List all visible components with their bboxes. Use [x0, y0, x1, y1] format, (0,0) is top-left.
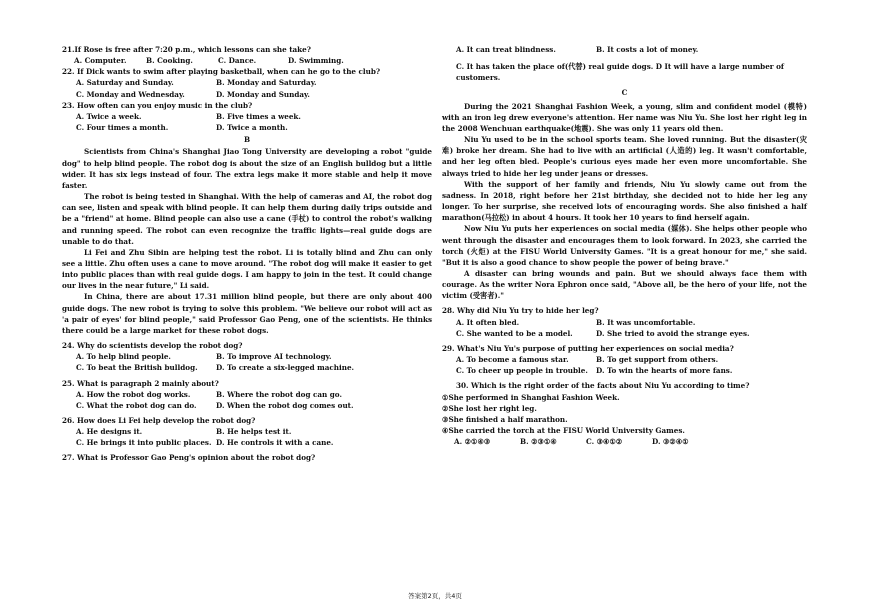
option-24-c: C. To beat the British bulldog. — [76, 363, 198, 373]
options-21 — [74, 55, 432, 66]
option-26-b: B. He helps test it. — [216, 427, 292, 437]
question-28: 28. Why did Niu Yu try to hide her leg? — [442, 306, 599, 316]
option-30-b: B. ②③①④ — [520, 437, 557, 447]
option-22-c: C. Monday and Wednesday. — [76, 89, 185, 99]
passage-b-paragraph-1: Scientists from China's Shanghai Jiao Tong University are developing a robot "guide dog" to help blind people. The robot dog is about the size of an English bulldog but a little wider. It has six legs instead of four. The extra legs make it more stable and help it move faster. — [62, 147, 432, 190]
option-22-a: A. Saturday and Sunday. — [76, 78, 174, 88]
option-28-d: D. She tried to avoid the strange eyes. — [596, 328, 750, 338]
question-29: 29. What's Niu Yu's purpose of putting her experiences on social media? — [442, 343, 734, 353]
option-28-b: B. It was uncomfortable. — [596, 317, 696, 327]
option-21-d: D. Swimming. — [288, 56, 344, 66]
question-22: 22. If Dick wants to swim after playing basketball, when can he go to the club? — [62, 67, 381, 77]
options-26 — [76, 426, 432, 448]
option-22-b: B. Monday and Saturday. — [216, 78, 317, 88]
options-29 — [456, 354, 807, 376]
option-24-a: A. To help blind people. — [76, 352, 171, 362]
options-30 — [454, 436, 807, 447]
option-29-b: B. To get support from others. — [596, 355, 719, 365]
option-23-b: B. Five times a week. — [216, 111, 301, 121]
fact-4: ④She carried the torch at the FISU World University Games. — [442, 426, 685, 435]
fact-2: ②She lost her right leg. — [442, 403, 537, 413]
section-b-heading: B — [243, 135, 251, 145]
option-29-a: A. To become a famous star. — [456, 355, 569, 365]
option-29-d: D. To win the hearts of more fans. — [596, 366, 733, 376]
option-30-c: C. ③④①② — [586, 437, 623, 447]
option-25-d: D. When the robot dog comes out. — [216, 400, 354, 410]
right-column — [442, 44, 807, 447]
option-26-d: D. He controls it with a cane. — [216, 438, 334, 448]
option-22-d: D. Monday and Sunday. — [216, 89, 310, 99]
option-30-a: A. ②①④③ — [454, 437, 491, 447]
passage-c-paragraph-1: During the 2021 Shanghai Fashion Week, a young, slim and confident model (模特) with an iron leg drew everyone's attention. Her name was Niu Yu. She lost her right leg in the 2008 Wenchuan earthquake(地震). She was only 11 years old then. — [442, 101, 807, 133]
options-25 — [76, 389, 432, 411]
options-24 — [76, 351, 432, 373]
option-25-b: B. Where the robot dog can go. — [216, 389, 342, 399]
options-23 — [76, 111, 432, 133]
option-29-c: C. To cheer up people in trouble. — [456, 366, 588, 376]
option-21-c: C. Dance. — [218, 56, 257, 66]
option-25-a: A. How the robot dog works. — [76, 389, 191, 399]
options-22 — [76, 77, 432, 99]
option-27-a: A. It can treat blindness. — [456, 45, 556, 54]
question-24: 24. Why do scientists develop the robot dog? — [62, 341, 243, 351]
question-26: 26. How does Li Fei help develop the robot dog? — [62, 416, 256, 425]
fact-1: ①She performed in Shanghai Fashion Week. — [442, 392, 620, 402]
option-21-b: B. Cooking. — [146, 56, 193, 66]
passage-c-paragraph-4: Now Niu Yu puts her experiences on social media (媒体). She helps other people who went through the disaster and encourages them to look forward. In 2023, she carried the torch (火炬) at the FISU World University Games. "It is a great honour for me," she said. "But it is also a good chance to show people the power of being brave." — [442, 224, 807, 267]
question-23: 23. How often can you enjoy music in the club? — [62, 100, 253, 110]
options-28 — [456, 317, 807, 339]
option-24-b: B. To improve AI technology. — [216, 352, 332, 362]
option-23-c: C. Four times a month. — [76, 123, 169, 133]
option-27-b: B. It costs a lot of money. — [596, 45, 699, 54]
option-24-d: D. To create a six-legged machine. — [216, 363, 355, 373]
passage-b-paragraph-4: In China, there are about 17.31 million blind people, but there are only about 400 guide dogs. The new robot is trying to solve this problem. "We believe our robot will act as 'a pair of eyes' for blind people," said Professor Gao Peng, one of the scientists. He thinks there could be a large market for these robot dogs. — [62, 292, 432, 335]
option-28-c: C. She wanted to be a model. — [456, 328, 573, 338]
passage-c-paragraph-3: With the support of her family and friends, Niu Yu slowly came out from the sadness. In 2018, right before her 21st birthday, she decided not to hide her leg any longer. To her surprise, she received lots of encouraging words. She also finished a half marathon(马拉松) in about 4 hours. It took her 10 years to find herself again. — [442, 179, 807, 223]
passage-b-paragraph-3: Li Fei and Zhu Sibin are helping test the robot. Li is totally blind and Zhu can only see a little. Zhu often uses a cane to move around. "The robot dog will make it easier to get into public places than with real guide dogs. I am happy to join in the test. It could change our lives in the near future," Li said. — [62, 247, 432, 291]
page-footer: 答案第2页，共4页 — [408, 592, 462, 600]
option-21-a: A. Computer. — [74, 56, 127, 66]
option-23-d: D. Twice a month. — [216, 123, 288, 133]
passage-b-paragraph-2: The robot is being tested in Shanghai. With the help of cameras and AI, the robot dog can see, listen and speak with blind people. It can help them during daily trips outside and be a "friend" at home. Blind people can also use a cane (手杖) to control the robot's walking and running speed. The robot can even recognize the traffic lights—real guide dogs are unable to do that. — [62, 192, 432, 246]
option-27-c-d: C. It has taken the place of(代替) real guide dogs. D It will have a large number of customers. — [456, 62, 784, 83]
option-30-d: D. ③②④① — [652, 437, 689, 447]
section-c-heading: C — [621, 88, 628, 98]
question-25: 25. What is paragraph 2 mainly about? — [62, 378, 219, 388]
question-27: 27. What is Professor Gao Peng's opinion about the robot dog? — [62, 453, 316, 463]
option-26-c: C. He brings it into public places. — [76, 438, 212, 448]
left-column — [62, 44, 432, 464]
option-28-a: A. It often bled. — [456, 317, 520, 327]
fact-3: ③She finished a half marathon. — [442, 414, 568, 424]
passage-c-paragraph-5: A disaster can bring wounds and pain. But we should always face them with courage. As the writer Nora Ephron once said, "Above all, be the hero of your life, not the victim (受害者)." — [442, 268, 807, 301]
option-25-c: C. What the robot dog can do. — [76, 400, 197, 410]
passage-c-paragraph-2: Niu Yu used to be in the school sports team. She loved running. But the disaster(灾难) broke her dream. She had to live with an artificial (人造的) leg. It wasn't comfortable, and her leg often bled. People's curious eyes made her even more uncomfortable. She always tried to hide her leg under jeans or dresses. — [442, 135, 807, 178]
option-26-a: A. He designs it. — [76, 427, 143, 437]
option-23-a: A. Twice a week. — [76, 111, 142, 121]
options-27 — [456, 44, 807, 55]
question-30: 30. Which is the right order of the facts about Niu Yu according to time? — [456, 381, 750, 391]
question-21: 21.If Rose is free after 7:20 p.m., which lessons can she take? — [62, 45, 311, 54]
